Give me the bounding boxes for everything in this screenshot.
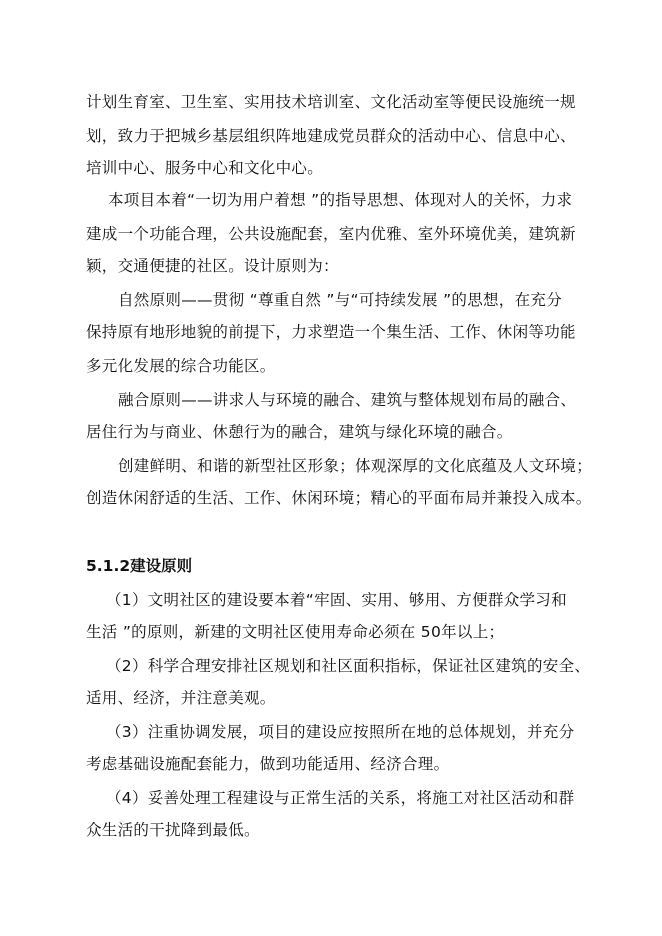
paragraph-5-line-1: 创建鲜明、和谐的新型社区形象；体观深厚的文化底蕴及人文环境； (118, 457, 593, 475)
paragraph-4-line-1: 融合原则——讲求人与环境的融合、建筑与整体规划布局的融合、 (118, 391, 577, 409)
paragraph-1-line-1: 计划生育室、卫生室、实用技术培训室、文化活动室等便民设施统一规 (86, 93, 576, 111)
section-heading: 5.1.2建设原则 (86, 557, 193, 575)
paragraph-5-line-2: 创造休闲舒适的生活、工作、休闲环境；精心的平面布局并兼投入成本。 (86, 489, 592, 507)
item-2-line-2: 适用、经济，并注意美观。 (86, 689, 276, 707)
paragraph-2-line-1: 本项目本着“一切为用户着想 ”的指导思想、体现对人的关怀，力求 (108, 191, 573, 209)
item-1-line-1: （1）文明社区的建设要本着“牢固、实用、够用、方便群众学习和 (106, 591, 567, 609)
paragraph-1-line-3: 培训中心、服务中心和文化中心。 (86, 159, 324, 177)
paragraph-2-line-3: 颖，交通便捷的社区。设计原则为： (86, 257, 339, 275)
paragraph-4-line-2: 居住行为与商业、休憩行为的融合，建筑与绿化环境的融合。 (86, 423, 513, 441)
item-1-line-2: 生活 ”的原则，新建的文明社区使用寿命必须在 50年以上； (86, 623, 505, 641)
item-3-line-2: 考虑基础设施配套能力，做到功能适用、经济合理。 (86, 755, 450, 773)
item-4-line-1: （4）妥善处理工程建设与正常生活的关系，将施工对社区活动和群 (106, 789, 575, 807)
paragraph-3-line-3: 多元化发展的综合功能区。 (86, 357, 276, 375)
paragraph-3-line-1: 自然原则——贯彻 “尊重自然 ”与“可持续发展 ”的思想，在充分 (118, 291, 563, 309)
paragraph-2-line-2: 建成一个功能合理，公共设施配套，室内优雅、室外环境优美，建筑新 (86, 225, 576, 243)
item-4-line-2: 众生活的干扰降到最低。 (86, 821, 260, 839)
item-3-line-1: （3）注重协调发展，项目的建设应按照所在地的总体规划，并充分 (106, 723, 575, 741)
item-2-line-1: （2）科学合理安排社区规划和社区面积指标，保证社区建筑的安全、 (106, 657, 591, 675)
paragraph-1-line-2: 划，致力于把城乡基层组织阵地建成党员群众的活动中心、信息中心、 (86, 127, 576, 145)
paragraph-3-line-2: 保持原有地形地貌的前提下，力求塑造一个集生活、工作、休闲等功能 (86, 323, 576, 341)
